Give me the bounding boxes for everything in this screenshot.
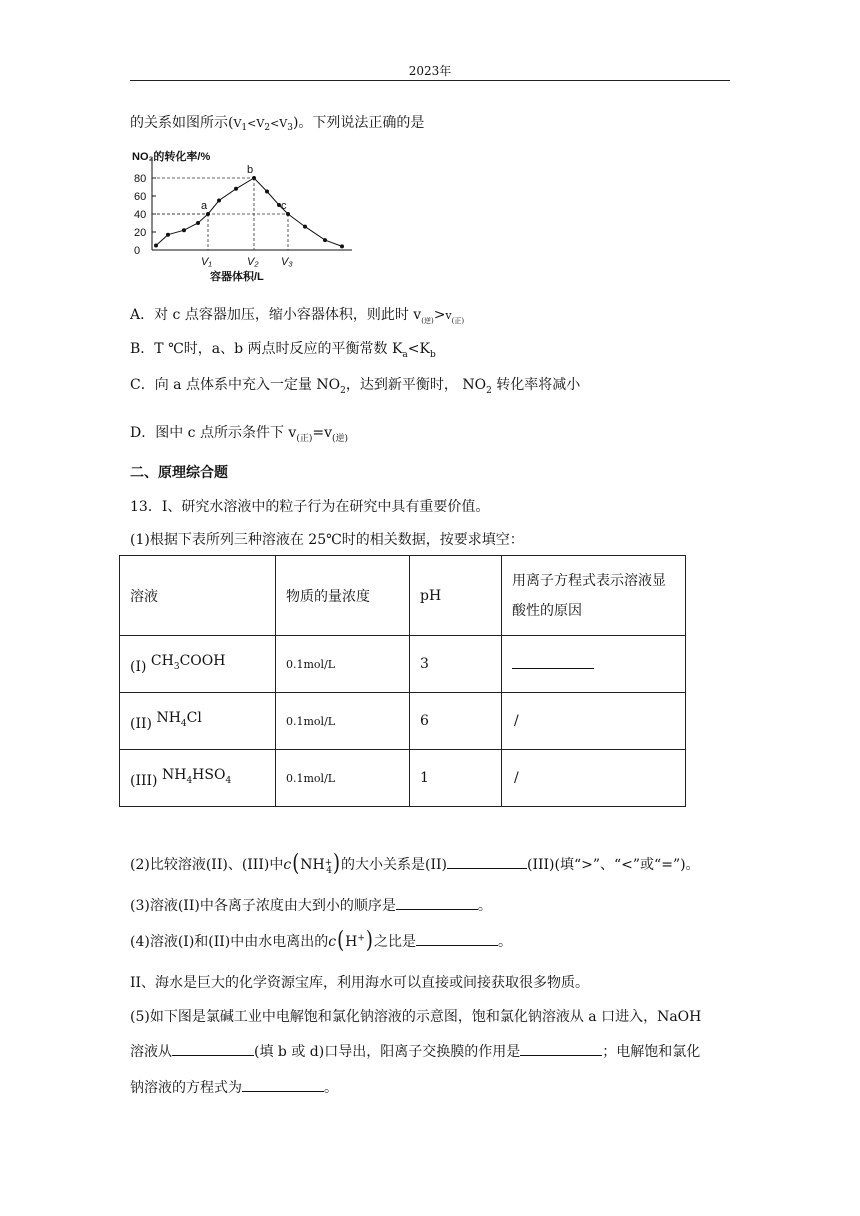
section-title: 二、原理综合题	[130, 465, 228, 481]
table-row	[120, 693, 686, 750]
data-point	[286, 212, 290, 216]
q13-part3	[130, 895, 492, 915]
data-point	[265, 190, 269, 194]
row1-answer[interactable]	[502, 636, 686, 693]
point-label-b: b	[247, 164, 254, 176]
x-axis-label: 容器体积/L	[210, 271, 264, 283]
part4-text-b: 之比是	[373, 934, 416, 950]
row2-solution: (II) $^{NH_4Cl}$	[120, 693, 276, 750]
row3-ph: 1	[410, 750, 502, 807]
row2-label: (II)	[130, 716, 152, 732]
part4-text-a: (4)溶液(I)和(II)中由水电离出的	[130, 934, 329, 950]
option-c-text: C．向 a 点体系中充入一定量 NO	[130, 377, 341, 393]
header-solution: 溶液	[120, 556, 276, 636]
part3-blank[interactable]	[396, 897, 478, 910]
part2-blank[interactable]	[447, 856, 527, 869]
x-tick-label: V₃	[281, 256, 293, 268]
data-point	[196, 221, 200, 225]
y-tick-label: 0	[134, 245, 141, 257]
table-header-row	[120, 556, 686, 636]
y-tick-label: 40	[134, 209, 147, 221]
part5-text-a: 溶液从	[130, 1044, 172, 1060]
part3-text: (3)溶液(II)中各离子浓度由大到小的顺序是	[130, 898, 396, 914]
data-point	[340, 244, 344, 248]
row3-solution: (III) $^{NH_4HSO_4}$	[120, 750, 276, 807]
option-d: D．图中 c 点所示条件下 $v_{(正)}=v_{(逆)}$	[130, 425, 349, 444]
y-axis-label: NO₂的转化率/%	[132, 151, 211, 163]
option-b-text: B．T ℃时，a、b 两点时反应的平衡常数 K	[130, 341, 403, 357]
header-rule	[130, 80, 730, 81]
table-row	[120, 750, 686, 807]
row1-solution: (I) $^{CH_3COOH}$	[120, 636, 276, 693]
part5-text-d: 钠溶液的方程式为	[130, 1080, 242, 1096]
q13-intro: 13．I、研究水溶液中的粒子行为在研究中具有重要价值。	[130, 499, 490, 515]
row3-answer: /	[502, 750, 686, 807]
header-ph: pH	[410, 556, 502, 636]
data-point	[182, 228, 186, 232]
option-c: C．向 a 点体系中充入一定量 $NO_2$，达到新平衡时， $NO_2$ 转化率将减小	[130, 377, 581, 396]
header-reason	[502, 556, 686, 636]
row3-conc: 0.1mol/L	[276, 750, 410, 807]
row3-formula: NH	[161, 767, 187, 783]
option-d-text: D．图中 c 点所示条件下 v	[130, 425, 297, 441]
x-tick-label: V₂	[247, 256, 259, 268]
part5-text-c: ；电解饱和氯化	[602, 1044, 701, 1060]
data-point	[234, 187, 238, 191]
part2-text-a: (2)比较溶液(II)、(III)中	[130, 857, 284, 873]
row2-answer: /	[502, 693, 686, 750]
row1-answer-blank[interactable]	[512, 656, 594, 669]
row3-label: (III)	[130, 773, 158, 789]
header-reason-line2: 酸性的原因	[512, 602, 582, 619]
part5-blank-equation[interactable]	[242, 1079, 324, 1092]
row1-conc: 0.1mol/L	[276, 636, 410, 693]
point-label-a: a	[201, 200, 208, 212]
row1-label: (I)	[130, 659, 147, 675]
option-c-mid: ，达到新平衡时， NO	[345, 377, 487, 393]
q13-part1: (1)根据下表所列三种溶液在 25℃时的相关数据，按要求填空：	[130, 532, 524, 548]
option-a: A．对 c 点容器加压，缩小容器体积，则此时 $v_{(逆)}>v_{(正)}$	[130, 307, 465, 325]
header-reason-line1: 用离子方程式表示溶液显	[512, 572, 666, 589]
q13-part5-line2	[130, 1041, 700, 1061]
table-row	[120, 636, 686, 693]
part5-text-b: (填 b 或 d)口导出，阳离子交换膜的作用是	[254, 1044, 521, 1060]
q13-part2: (2)比较溶液(II)、(III)中$c(NH_{+4})$的大小关系是(II) (III)(填“>”、“<”或“=”)。	[130, 849, 700, 878]
data-point	[303, 225, 307, 229]
option-b: B．T ℃时，a、b 两点时反应的平衡常数 $K_a<K_b$	[130, 341, 436, 360]
q13-part5-line1: (5)如下图是氯碱工业中电解饱和氯化钠溶液的示意图，饱和氯化钠溶液从 a 口进入，NaOH	[130, 1009, 702, 1025]
part2-text-b: 的大小关系是(II)	[341, 857, 447, 873]
data-point	[252, 176, 256, 180]
part2-text-c: (III)(填“>”、“<”或“=”)。	[526, 857, 700, 873]
row2-formula: NH	[156, 710, 181, 726]
y-tick-label: 20	[134, 227, 147, 239]
data-point	[206, 212, 210, 216]
row1-ph: 3	[410, 636, 502, 693]
q12-intro-tail: )。下列说法正确的是	[292, 115, 425, 131]
x-tick-label: V₁	[201, 256, 212, 268]
row2-conc: 0.1mol/L	[276, 693, 410, 750]
y-tick-label: 80	[134, 173, 147, 185]
q12-intro: 的关系如图所示$(V_1<V_2<V_3)$。下列说法正确的是	[130, 115, 425, 134]
part5-blank-outlet[interactable]	[172, 1043, 254, 1056]
conversion-chart	[132, 146, 362, 291]
header-concentration: 物质的量浓度	[276, 556, 410, 636]
q13-part5-line3	[130, 1077, 338, 1097]
series-line	[156, 178, 342, 246]
data-point	[166, 233, 170, 237]
part4-end: 。	[497, 934, 512, 950]
part4-blank[interactable]	[416, 933, 498, 946]
point-label-c: c	[281, 200, 287, 212]
option-c-tail: 转化率将减小	[491, 377, 581, 393]
data-point	[154, 244, 158, 248]
data-point	[323, 238, 327, 242]
row2-ph: 6	[410, 693, 502, 750]
q13-part4: (4)溶液(I)和(II)中由水电离出的c(H+)之比是 。	[130, 926, 512, 955]
solution-table	[119, 555, 686, 807]
page-header: 2023年	[408, 64, 452, 78]
q12-intro-text: 的关系如图所示(	[130, 115, 234, 131]
part3-end: 。	[477, 898, 492, 914]
part5-blank-membrane[interactable]	[520, 1043, 602, 1056]
data-point	[217, 199, 221, 203]
part5-end: 。	[324, 1080, 338, 1096]
option-a-text: A．对 c 点容器加压，缩小容器体积，则此时 v	[130, 307, 422, 323]
q13-section2: II、海水是巨大的化学资源宝库，利用海水可以直接或间接获取很多物质。	[130, 975, 590, 991]
row1-formula: CH	[150, 653, 174, 669]
y-tick-label: 60	[134, 191, 147, 203]
